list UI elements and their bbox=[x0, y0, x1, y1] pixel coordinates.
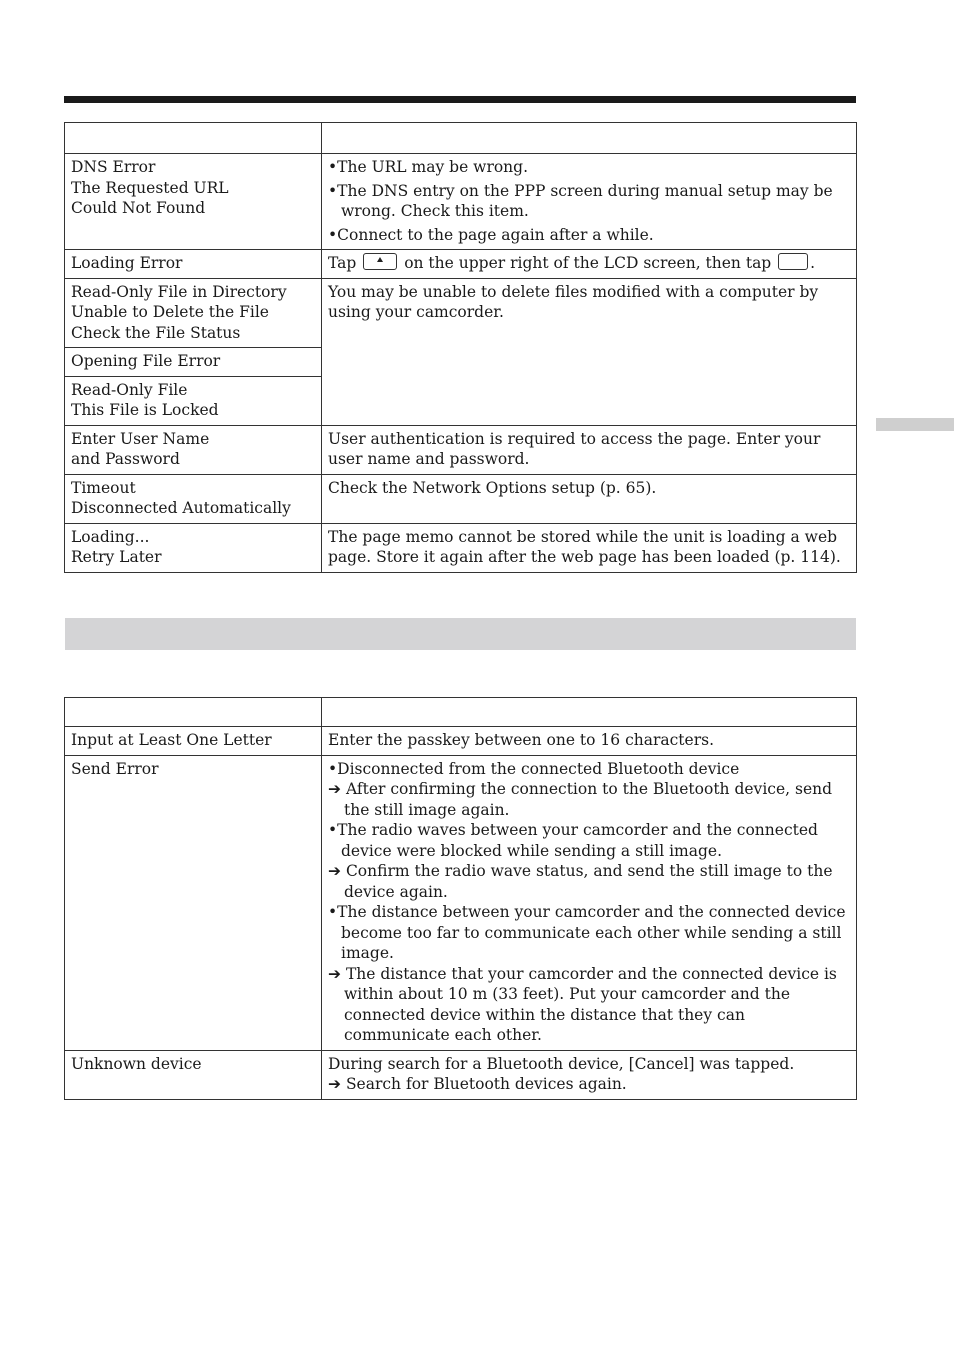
arrow-text: Search for Bluetooth devices again. bbox=[345, 1075, 627, 1093]
bullet-icon: • bbox=[328, 158, 338, 176]
bullet-text: The distance between your camcorder and the connected device become too far to communicate each other while sending a still image. bbox=[337, 903, 846, 962]
table-row bbox=[65, 727, 857, 756]
message-line: Read-Only File in Directory bbox=[71, 282, 287, 301]
table-row bbox=[65, 523, 857, 572]
bullet-item bbox=[328, 902, 850, 964]
header-cell-message bbox=[65, 698, 322, 727]
message-cell: Input at Least One Letter bbox=[65, 727, 322, 756]
arrow-text: Confirm the radio wave status, and send the still image to the device again. bbox=[344, 862, 833, 901]
message-cell bbox=[65, 425, 322, 474]
table-header-row bbox=[65, 123, 857, 154]
message-cell bbox=[65, 348, 322, 377]
message-line: Timeout bbox=[71, 478, 136, 497]
table-row bbox=[65, 154, 857, 250]
bullet-item bbox=[328, 820, 850, 861]
arrow-item bbox=[328, 1074, 850, 1095]
cause-cell: You may be unable to delete files modified with a computer by using your camcorder. bbox=[322, 278, 857, 425]
bullet-icon: • bbox=[328, 903, 338, 921]
arrow-icon: ➔ bbox=[328, 862, 341, 880]
arrow-icon: ➔ bbox=[328, 1075, 341, 1093]
message-cell bbox=[65, 250, 322, 279]
message-cell bbox=[65, 474, 322, 523]
blank-key-icon bbox=[778, 253, 808, 270]
cause-cell: User authentication is required to access the page. Enter your user name and password. bbox=[322, 425, 857, 474]
cause-text: on the upper right of the LCD screen, then tap bbox=[404, 254, 772, 272]
message-line: Could Not Found bbox=[71, 199, 206, 217]
table-row bbox=[65, 755, 857, 1050]
message-line: Loading... bbox=[71, 527, 150, 546]
table-row bbox=[65, 1050, 857, 1099]
message-line: Enter User Name bbox=[71, 429, 210, 448]
message-cell: Unknown device bbox=[65, 1050, 322, 1099]
arrow-item bbox=[328, 861, 850, 902]
table-row bbox=[65, 425, 857, 474]
message-line: Unable to Delete the File bbox=[71, 303, 269, 321]
header-cell-message bbox=[65, 123, 322, 154]
cause-text: During search for a Bluetooth device, [Cancel] was tapped. bbox=[328, 1054, 795, 1073]
scroll-up-key-icon bbox=[363, 253, 397, 270]
arrow-icon: ➔ bbox=[328, 964, 341, 983]
message-line: Read-Only File bbox=[71, 380, 188, 399]
bullet-text: The URL may be wrong. bbox=[337, 158, 529, 176]
message-line: Opening File Error bbox=[71, 352, 221, 370]
message-line: This File is Locked bbox=[71, 401, 219, 419]
message-cell bbox=[65, 278, 322, 348]
message-cell bbox=[65, 154, 322, 250]
bluetooth-error-table bbox=[64, 697, 857, 1100]
cause-cell bbox=[322, 250, 857, 279]
bullet-icon: • bbox=[328, 759, 338, 778]
cause-text: . bbox=[810, 254, 816, 272]
cause-cell: The page memo cannot be stored while the unit is loading a web page. Store it again after the web page has been loaded (p. 114). bbox=[322, 523, 857, 572]
section-side-tab bbox=[876, 418, 954, 431]
bullet-text: The radio waves between your camcorder and the connected device were blocked while sending a still image. bbox=[337, 821, 818, 860]
arrow-item bbox=[328, 779, 850, 820]
cause-cell: Enter the passkey between one to 16 characters. bbox=[322, 727, 857, 756]
message-cell bbox=[65, 376, 322, 425]
bullet-icon: • bbox=[328, 225, 338, 244]
message-cell: Send Error bbox=[65, 755, 322, 1050]
message-line: Check the File Status bbox=[71, 323, 241, 342]
arrow-icon: ➔ bbox=[328, 780, 341, 798]
cause-cell: Check the Network Options setup (p. 65). bbox=[322, 474, 857, 523]
section-header-bar bbox=[65, 618, 856, 650]
header-cell-cause bbox=[322, 123, 857, 154]
bullet-item bbox=[328, 759, 850, 780]
bullet-icon: • bbox=[328, 821, 338, 839]
bullet-text: Disconnected from the connected Bluetooth device bbox=[337, 759, 740, 778]
message-line: Loading Error bbox=[71, 254, 183, 272]
message-cell bbox=[65, 523, 322, 572]
arrow-text: The distance that your camcorder and the connected device is within about 10 m (33 feet). Put your camcorder and the connected device within the distance that they can communicate each other. bbox=[344, 964, 837, 1044]
arrow-text: After confirming the connection to the Bluetooth device, send the still image again. bbox=[344, 780, 833, 819]
bullet-text: The DNS entry on the PPP screen during manual setup may be wrong. Check this item. bbox=[337, 181, 833, 220]
table-row bbox=[65, 474, 857, 523]
cause-text: Tap bbox=[328, 254, 357, 272]
bullet-item bbox=[328, 225, 850, 246]
message-line: DNS Error bbox=[71, 158, 156, 176]
table-row bbox=[65, 250, 857, 279]
cause-cell bbox=[322, 1050, 857, 1099]
message-line: and Password bbox=[71, 450, 180, 468]
bullet-item bbox=[328, 157, 850, 178]
cause-cell bbox=[322, 755, 857, 1050]
bullet-item bbox=[328, 181, 850, 222]
top-rule bbox=[64, 96, 856, 103]
message-line: Retry Later bbox=[71, 548, 162, 566]
header-cell-cause bbox=[322, 698, 857, 727]
message-line: The Requested URL bbox=[71, 178, 229, 197]
message-line: Disconnected Automatically bbox=[71, 499, 291, 517]
table-header-row bbox=[65, 698, 857, 727]
bullet-text: Connect to the page again after a while. bbox=[337, 225, 654, 244]
bullet-icon: • bbox=[328, 181, 338, 200]
web-error-table bbox=[64, 122, 857, 573]
cause-cell bbox=[322, 154, 857, 250]
arrow-item bbox=[328, 964, 850, 1046]
table-row bbox=[65, 278, 857, 348]
